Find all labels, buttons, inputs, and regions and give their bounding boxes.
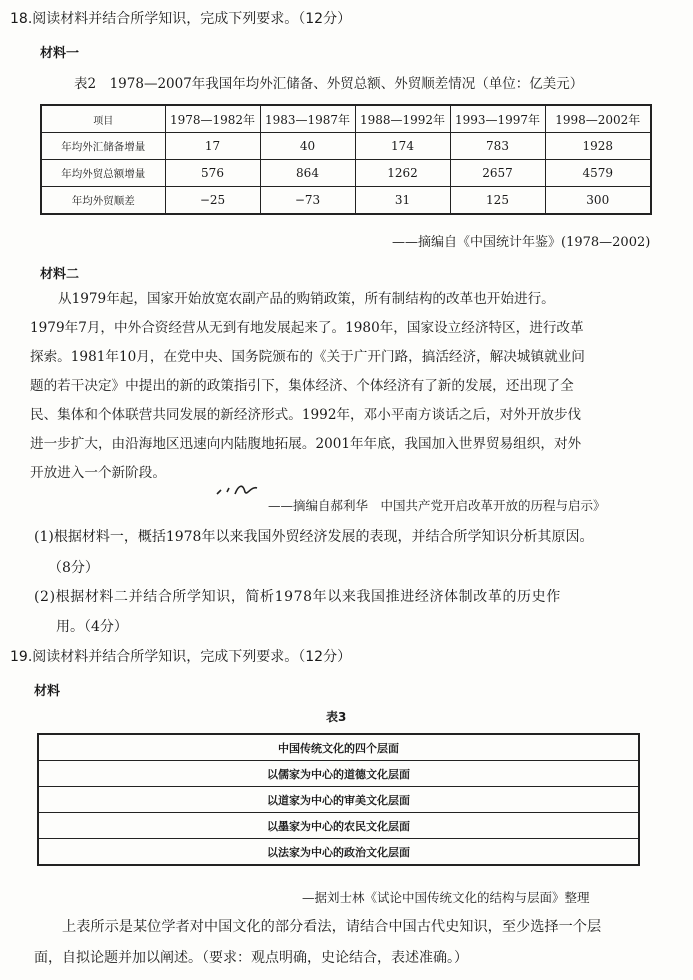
table-row — [38, 787, 639, 813]
table-cell: 以墨家为中心的农民文化层面 — [38, 813, 639, 839]
table-cell: 864 — [260, 160, 355, 187]
table-2 — [40, 104, 652, 215]
material-1-label: 材料一 — [40, 46, 80, 61]
table-cell: 17 — [165, 133, 260, 160]
table-cell: 1928 — [545, 133, 651, 160]
table-cell: 以儒家为中心的道德文化层面 — [38, 761, 639, 787]
paragraph-line: 探索。1981年10月，在党中央、国务院颁布的《关于广开门路，搞活经济，解决城镇就业问 — [30, 349, 585, 365]
table-cell: 年均外汇储备增量 — [41, 133, 165, 160]
table-row — [38, 839, 639, 866]
material-2-paragraph — [30, 285, 665, 488]
table-3-caption: 表3 — [326, 710, 347, 724]
table-cell: 年均外贸总额增量 — [41, 160, 165, 187]
table-cell: 以道家为中心的审美文化层面 — [38, 787, 639, 813]
question-19-header: 19.阅读材料并结合所学知识，完成下列要求。（12分） — [10, 649, 352, 665]
paragraph-line: 题的若干决定》中提出的新的政策指引下，集体经济、个体经济有了新的发展，还出现了全 — [30, 378, 574, 394]
table-cell: 576 — [165, 160, 260, 187]
table-row — [38, 734, 639, 761]
table-row — [38, 761, 639, 787]
table-cell: 174 — [355, 133, 450, 160]
question-19-task: 上表所示是某位学者对中国文化的部分看法，请结合中国古代史知识，至少选择一个层 — [62, 919, 602, 935]
table-row — [41, 160, 651, 187]
question-19-task-continued: 面，自拟论题并加以阐述。（要求：观点明确，史论结合，表述准确。） — [34, 950, 468, 966]
sub-question-1-score: （8分） — [48, 560, 99, 576]
paragraph-line: 从1979年起，国家开始放宽农副产品的购销政策，所有制结构的改革也开始进行。 — [58, 291, 555, 307]
paragraph-line: 民、集体和个体联营共同发展的新经济形式。1992年，邓小平南方谈话之后，对外开放步伐 — [30, 407, 582, 423]
sub-question-2: (2)根据材料二并结合所学知识，简析1978年以来我国推进经济体制改革的历史作 — [34, 589, 561, 605]
table-2-header-cell: 1978—1982年 — [165, 105, 260, 133]
material-1-source: ——摘编自《中国统计年鉴》(1978—2002) — [392, 235, 651, 250]
table-cell: 中国传统文化的四个层面 — [38, 734, 639, 761]
material-2-source: ——摘编自郝利华 中国共产党开启改革开放的历程与启示》 — [268, 498, 606, 513]
table-cell: 783 — [450, 133, 545, 160]
table-row — [41, 133, 651, 160]
question-18-header: 18.阅读材料并结合所学知识，完成下列要求。（12分） — [10, 11, 352, 27]
pen-scribble-mark — [215, 478, 275, 500]
sub-question-2-score: 用。（4分） — [56, 619, 128, 635]
paragraph-line: 进一步扩大，由沿海地区迅速向内陆腹地拓展。2001年年底，我国加入世界贸易组织，对外 — [30, 436, 582, 452]
table-2-caption: 表2 1978—2007年我国年均外汇储备、外贸总额、外贸顺差情况（单位：亿美元） — [74, 76, 584, 92]
table-cell: 125 — [450, 187, 545, 215]
table-cell: 1262 — [355, 160, 450, 187]
table-2-header-cell: 项目 — [41, 105, 165, 133]
table-cell: −25 — [165, 187, 260, 215]
table-2-header-cell: 1998—2002年 — [545, 105, 651, 133]
table-cell: 4579 — [545, 160, 651, 187]
table-cell: 40 — [260, 133, 355, 160]
table-row — [41, 187, 651, 215]
table-2-header-cell: 1988—1992年 — [355, 105, 450, 133]
table-cell: 年均外贸顺差 — [41, 187, 165, 215]
table-cell: −73 — [260, 187, 355, 215]
table-3-source: —据刘士林《试论中国传统文化的结构与层面》整理 — [302, 890, 590, 905]
table-3 — [37, 733, 640, 866]
material-2-label: 材料二 — [40, 267, 80, 282]
table-cell: 300 — [545, 187, 651, 215]
table-cell: 以法家为中心的政治文化层面 — [38, 839, 639, 866]
table-cell: 31 — [355, 187, 450, 215]
table-2-header-cell: 1993—1997年 — [450, 105, 545, 133]
table-cell: 2657 — [450, 160, 545, 187]
material-label: 材料 — [34, 684, 61, 699]
table-row — [38, 813, 639, 839]
table-2-header-row — [41, 105, 651, 133]
paragraph-line: 开放进入一个新阶段。 — [30, 465, 166, 481]
sub-question-1: (1)根据材料一，概括1978年以来我国外贸经济发展的表现，并结合所学知识分析其原因。 — [34, 529, 594, 545]
table-2-header-cell: 1983—1987年 — [260, 105, 355, 133]
paragraph-line: 1979年7月，中外合资经营从无到有地发展起来了。1980年，国家设立经济特区，进行改革 — [30, 320, 584, 336]
